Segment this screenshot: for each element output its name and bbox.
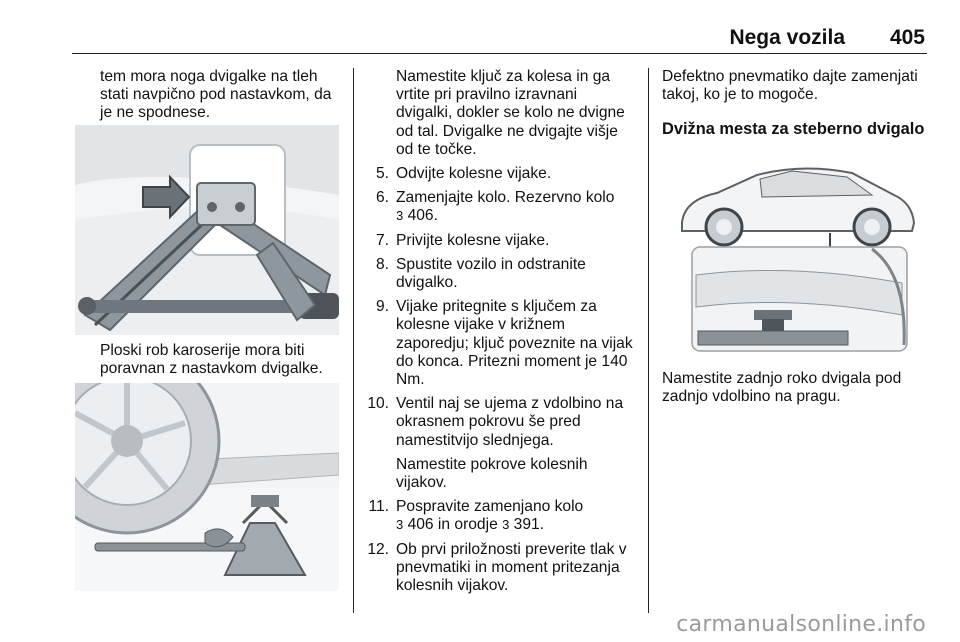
jack-under-sill-illustration [75,383,339,591]
step-item: 7. Privijte kolesne vijake. [375,231,550,249]
section-title: Nega vozila [729,26,845,49]
page-header [72,24,927,52]
step-item: 8. Spustite vozilo in odstranite dvigalko. [375,255,586,292]
col1-caption: Ploski rob karoserije mora biti poravnan z nastavkom dvigalke. [100,342,323,378]
column-divider-1 [353,68,354,613]
cross-ref-link[interactable]: 406. [407,207,438,225]
lift-points-illustration [662,145,925,355]
step-item: 11. Pospravite zamenjano kolo 3 406 in orodje 3 391. [368,498,584,534]
page-number: 405 [889,26,925,49]
column-3 [662,68,927,139]
col2-intro: Namestite ključ za kolesa in ga vrtite pri pravilno izravnani dvigalki, dokler se kolo ne dvigne od tal. Dvigalke ne dvigajte višje od te točke. [396,68,625,158]
step-item: 5. Odvijte kolesne vijake. [375,165,552,183]
step-item: 12. Ob prvi priložnosti preverite tlak v pnevmatiki in moment pritezanja kolesnih vijakov. [367,540,627,595]
cross-ref-link[interactable]: 406 in orodje [407,516,498,534]
section-heading: Dvižna mesta za steberno dvigalo [662,120,925,139]
step-subtext: Namestite pokrove kolesnih vijakov. [396,455,588,492]
step-item: 10. Ventil naj se ujema z vdolbino na okrasnem pokrovu še pred namestitvijo slednjega. Namestite pokrove kolesnih vijakov. [355,395,636,492]
column-1-caption-block [100,342,345,378]
header-rule [72,53,927,54]
watermark: carmanualsonline.info [676,612,926,637]
cross-ref-link[interactable]: 391. [513,516,545,534]
ref-arrow-icon: 3 [502,517,510,533]
col3-caption: Namestite zadnjo roko dvigala pod zadnjo vdolbino na pragu. [662,370,902,406]
column-1 [100,68,345,123]
column-2 [367,68,636,601]
ref-arrow-icon: 3 [396,517,404,533]
col1-intro: tem mora noga dvigalke na tleh stati navpično pod nastavkom, da je ne spodnese. [100,68,332,122]
step-item: 9. Vijake pritegnite s ključem za kolesne vijake v križnem zaporedju; ključ poveznite na vijak do konca. Pritezni moment je 140 Nm. [375,298,633,389]
col3-intro: Defektno pnevmatiko dajte zamenjati takoj, ko je to mogoče. [662,68,918,104]
steps-list [355,165,636,595]
ref-arrow-icon: 3 [396,208,404,224]
column-divider-2 [648,68,649,613]
jack-closeup-illustration [75,125,339,335]
column-3-caption-block [662,370,927,406]
step-item: 6. Zamenjajte kolo. Rezervno kolo 3 406. [375,189,615,225]
